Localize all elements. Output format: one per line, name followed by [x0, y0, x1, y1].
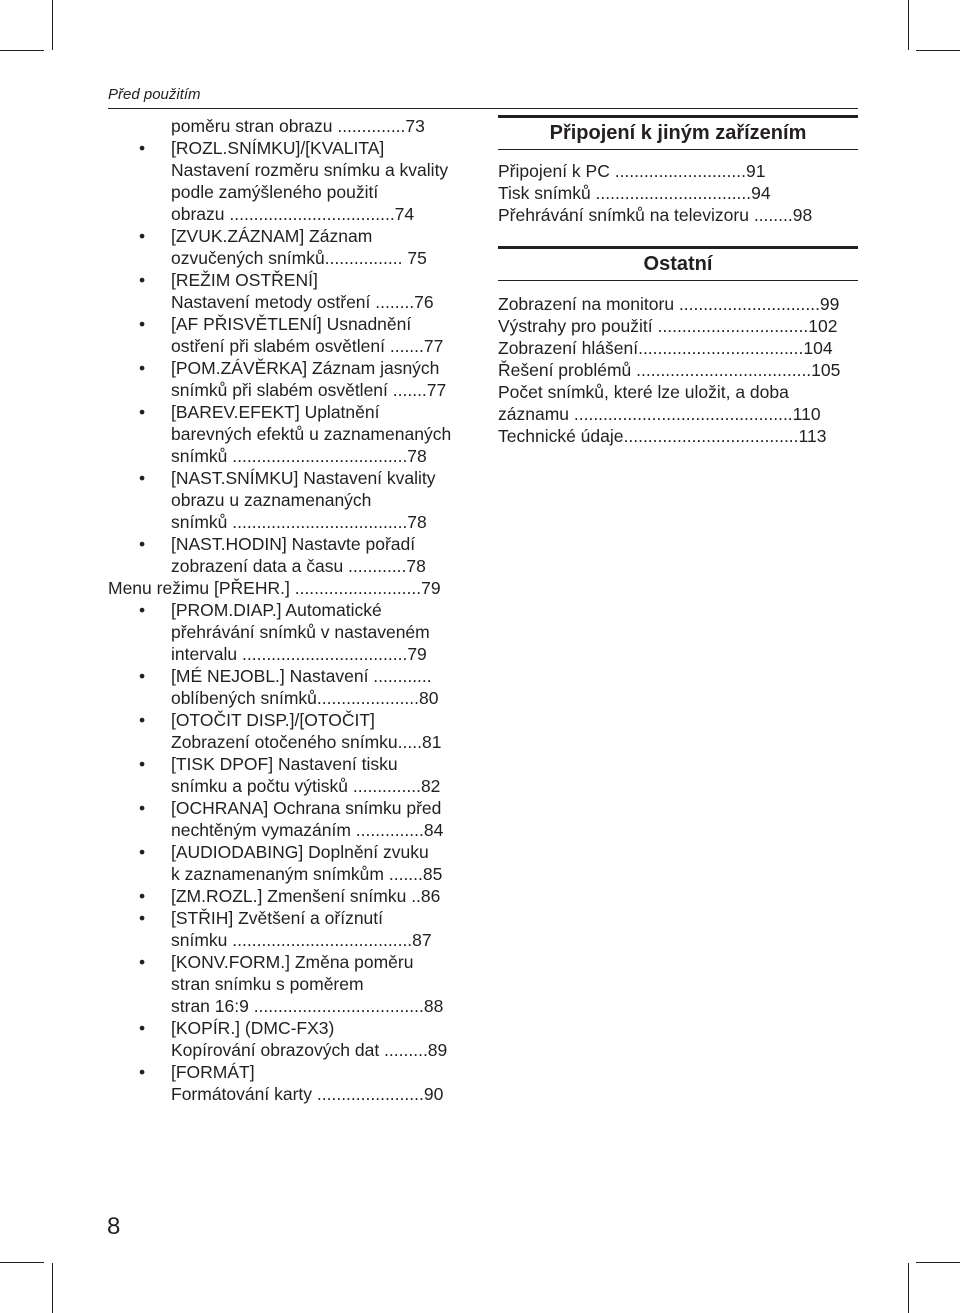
toc-entry-text: Zobrazení hlášení..................................104 — [498, 338, 833, 358]
section-heading-other: Ostatní — [498, 246, 858, 281]
toc-entry-line — [108, 555, 460, 577]
toc-entry-text: záznamu .............................................110 — [498, 404, 821, 424]
toc-entry-line — [108, 819, 460, 841]
toc-entry-line — [108, 973, 460, 995]
header-rule — [108, 108, 858, 109]
toc-entry-text: oblíbených snímků.....................80 — [171, 688, 439, 708]
toc-entry-line — [498, 337, 858, 359]
toc-entry-text: ozvučených snímků................ 75 — [171, 248, 427, 268]
toc-entry-text: Nastavení rozměru snímku a kvality — [171, 160, 449, 180]
toc-entry-line — [108, 929, 460, 951]
toc-entry-line — [108, 1083, 460, 1105]
toc-entry-line — [498, 182, 858, 204]
toc-entry-text: Nastavení metody ostření ........76 — [171, 292, 434, 312]
toc-entry-bulleted — [108, 709, 460, 731]
toc-entry-text: Počet snímků, které lze uložit, a doba — [498, 382, 789, 402]
toc-entry-text: Výstrahy pro použití ...............................102 — [498, 316, 838, 336]
toc-entry-line — [108, 335, 460, 357]
toc-entry-line — [108, 115, 460, 137]
toc-entry-line — [108, 577, 460, 599]
toc-entry-text: Menu režimu [PŘEHR.] ..........................79 — [108, 578, 441, 598]
toc-entry-text: snímků při slabém osvětlení .......77 — [171, 380, 447, 400]
toc-entry-line — [108, 621, 460, 643]
toc-entry-bulleted — [108, 665, 460, 687]
toc-entry-bulleted — [108, 313, 460, 335]
toc-entry-line — [498, 293, 858, 315]
crop-mark — [908, 1263, 909, 1313]
toc-entry-text: stran 16:9 ...................................88 — [171, 996, 444, 1016]
toc-entry-line — [108, 995, 460, 1017]
toc-entry-text: Zobrazení otočeného snímku.....81 — [171, 732, 442, 752]
toc-entry-text: zobrazení data a času ............78 — [171, 556, 426, 576]
toc-entry-text: [NAST.HODIN] Nastavte pořadí — [171, 534, 416, 554]
toc-entry-bulleted — [108, 533, 460, 555]
toc-entry-text: [OTOČIT DISP.]/[OTOČIT] — [171, 710, 375, 730]
toc-entry-text: Kopírování obrazových dat .........89 — [171, 1040, 448, 1060]
toc-entry-bulleted — [108, 841, 460, 863]
toc-entry-bulleted — [108, 357, 460, 379]
toc-entry-text: [KOPÍR.] (DMC-FX3) — [171, 1018, 335, 1038]
toc-entry-line — [498, 403, 858, 425]
toc-entry-text: [REŽIM OSTŘENÍ] — [171, 270, 318, 290]
toc-entry-text: podle zamýšleného použití — [171, 182, 379, 202]
crop-mark — [0, 1262, 44, 1263]
toc-entry-text: nechtěným vymazáním ..............84 — [171, 820, 444, 840]
toc-entry-text: obrazu u zaznamenaných — [171, 490, 372, 510]
toc-entry-line — [108, 203, 460, 225]
toc-entry-bulleted — [108, 467, 460, 489]
toc-entry-line — [108, 1039, 460, 1061]
toc-entry-text: snímku .....................................87 — [171, 930, 432, 950]
toc-entry-bulleted — [108, 907, 460, 929]
crop-mark — [908, 0, 909, 50]
toc-entry-bulleted — [108, 797, 460, 819]
toc-entry-bulleted — [108, 225, 460, 247]
toc-entry-bulleted — [108, 137, 460, 159]
toc-entry-text: k zaznamenaným snímkům .......85 — [171, 864, 443, 884]
toc-entry-text: barevných efektů u zaznamenaných — [171, 424, 452, 444]
crop-mark — [52, 1263, 53, 1313]
toc-left-column — [108, 115, 460, 1105]
toc-entry-bulleted — [108, 269, 460, 291]
toc-entry-line — [108, 423, 460, 445]
toc-entry-line — [498, 204, 858, 226]
toc-entry-text: Formátování karty ......................90 — [171, 1084, 444, 1104]
toc-entry-text: [MÉ NEJOBL.] Nastavení ............ — [171, 666, 432, 686]
toc-entry-text: obrazu ..................................74 — [171, 204, 415, 224]
toc-entry-text: [FORMÁT] — [171, 1062, 255, 1082]
toc-entry-text: [ZM.ROZL.] Zmenšení snímku ..86 — [171, 886, 441, 906]
toc-entry-text: ostření při slabém osvětlení .......77 — [171, 336, 444, 356]
toc-entry-bulleted — [108, 1061, 460, 1083]
toc-entry-line — [498, 315, 858, 337]
crop-mark — [52, 0, 53, 50]
toc-entry-line — [498, 381, 858, 403]
toc-entry-line — [108, 775, 460, 797]
toc-entry-text: snímků ....................................78 — [171, 512, 427, 532]
toc-list-connections — [498, 160, 858, 226]
toc-entry-text: [KONV.FORM.] Změna poměru — [171, 952, 414, 972]
toc-entry-text: Připojení k PC ...........................91 — [498, 161, 766, 181]
section-heading-connections: Připojení k jiným zařízením — [498, 115, 858, 150]
toc-entry-text: Tisk snímků ................................94 — [498, 183, 771, 203]
toc-entry-line — [108, 731, 460, 753]
toc-entry-bulleted — [108, 753, 460, 775]
toc-entry-line — [108, 687, 460, 709]
toc-entry-text: [ZVUK.ZÁZNAM] Záznam — [171, 226, 373, 246]
toc-entry-line — [108, 511, 460, 533]
toc-entry-text: Technické údaje....................................113 — [498, 426, 827, 446]
toc-entry-line — [108, 863, 460, 885]
toc-entry-text: [ROZL.SNÍMKU]/[KVALITA] — [171, 138, 385, 158]
toc-entry-line — [498, 359, 858, 381]
toc-entry-text: snímku a počtu výtisků ..............82 — [171, 776, 441, 796]
toc-entry-line — [108, 489, 460, 511]
toc-entry-bulleted — [108, 401, 460, 423]
toc-entry-bulleted — [108, 885, 460, 907]
toc-entry-line — [108, 159, 460, 181]
toc-entry-text: [AUDIODABING] Doplnění zvuku — [171, 842, 429, 862]
toc-entry-text: Zobrazení na monitoru .............................99 — [498, 294, 840, 314]
toc-entry-text: [PROM.DIAP.] Automatické — [171, 600, 382, 620]
toc-list-other — [498, 293, 858, 447]
toc-entry-text: [TISK DPOF] Nastavení tisku — [171, 754, 398, 774]
toc-entry-line — [108, 291, 460, 313]
toc-entry-text: [POM.ZÁVĚRKA] Záznam jasných — [171, 358, 440, 378]
toc-entry-text: snímků ....................................78 — [171, 446, 427, 466]
toc-entry-text: [BAREV.EFEKT] Uplatnění — [171, 402, 380, 422]
toc-entry-text: [NAST.SNÍMKU] Nastavení kvality — [171, 468, 436, 488]
page-number: 8 — [107, 1213, 121, 1240]
toc-entry-line — [108, 247, 460, 269]
crop-mark — [916, 1262, 960, 1263]
toc-entry-line — [498, 160, 858, 182]
toc-entry-bulleted — [108, 951, 460, 973]
crop-mark — [916, 50, 960, 51]
toc-entry-text: stran snímku s poměrem — [171, 974, 364, 994]
toc-entry-line — [108, 643, 460, 665]
toc-entry-line — [108, 379, 460, 401]
toc-entry-text: poměru stran obrazu ..............73 — [171, 116, 425, 136]
toc-entry-text: [AF PŘISVĚTLENÍ] Usnadnění — [171, 314, 412, 334]
toc-entry-bulleted — [108, 599, 460, 621]
running-header: Před použitím — [108, 86, 201, 103]
toc-entry-text: Řešení problémů ....................................105 — [498, 360, 841, 380]
toc-entry-bulleted — [108, 1017, 460, 1039]
toc-entry-line — [498, 425, 858, 447]
toc-entry-text: [OCHRANA] Ochrana snímku před — [171, 798, 442, 818]
crop-mark — [0, 50, 44, 51]
toc-entry-text: Přehrávání snímků na televizoru ........98 — [498, 205, 813, 225]
toc-right-column — [498, 115, 858, 447]
toc-entry-text: intervalu ..................................79 — [171, 644, 427, 664]
toc-entry-text: přehrávání snímků v nastaveném — [171, 622, 430, 642]
toc-entry-text: [STŘIH] Zvětšení a oříznutí — [171, 908, 384, 928]
toc-entry-line — [108, 445, 460, 467]
toc-entry-line — [108, 181, 460, 203]
